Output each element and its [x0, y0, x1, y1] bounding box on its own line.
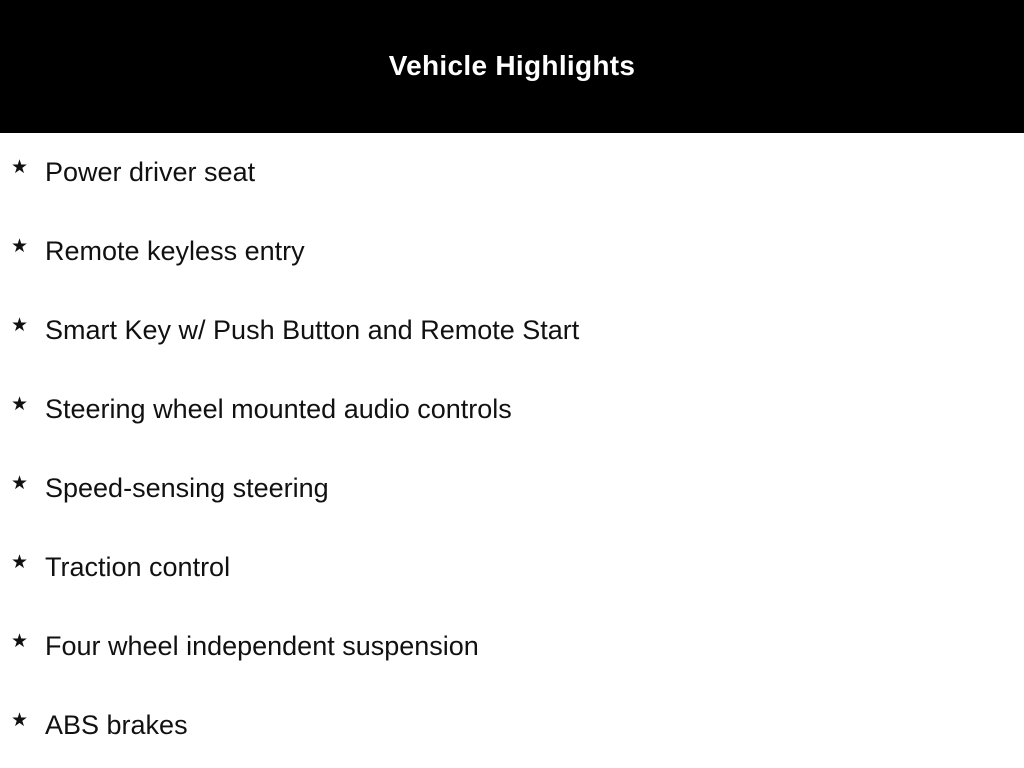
highlight-label: Traction control	[45, 551, 231, 582]
highlight-label: Steering wheel mounted audio controls	[45, 393, 512, 424]
list-item	[0, 231, 305, 271]
highlight-label: Four wheel independent suspension	[45, 630, 479, 661]
star-icon: ★	[11, 314, 29, 336]
star-icon: ★	[11, 235, 29, 257]
list-item	[0, 152, 255, 192]
star-icon: ★	[11, 551, 29, 573]
highlight-label: Smart Key w/ Push Button and Remote Start	[45, 314, 580, 345]
star-icon: ★	[11, 156, 29, 178]
list-item	[0, 310, 579, 350]
list-item	[0, 705, 188, 745]
highlight-label: Power driver seat	[45, 156, 256, 187]
star-icon: ★	[11, 472, 29, 494]
star-icon: ★	[11, 630, 29, 652]
star-icon: ★	[11, 709, 29, 731]
list-item	[0, 468, 329, 508]
page-title: Vehicle Highlights	[388, 49, 636, 81]
star-icon: ★	[11, 393, 29, 415]
header-bar	[0, 0, 1024, 133]
highlight-label: Speed-sensing steering	[45, 472, 329, 503]
list-item	[0, 389, 512, 429]
list-item	[0, 626, 479, 666]
list-item	[0, 547, 230, 587]
highlight-label: Remote keyless entry	[45, 235, 305, 266]
highlight-label: ABS brakes	[45, 709, 188, 740]
